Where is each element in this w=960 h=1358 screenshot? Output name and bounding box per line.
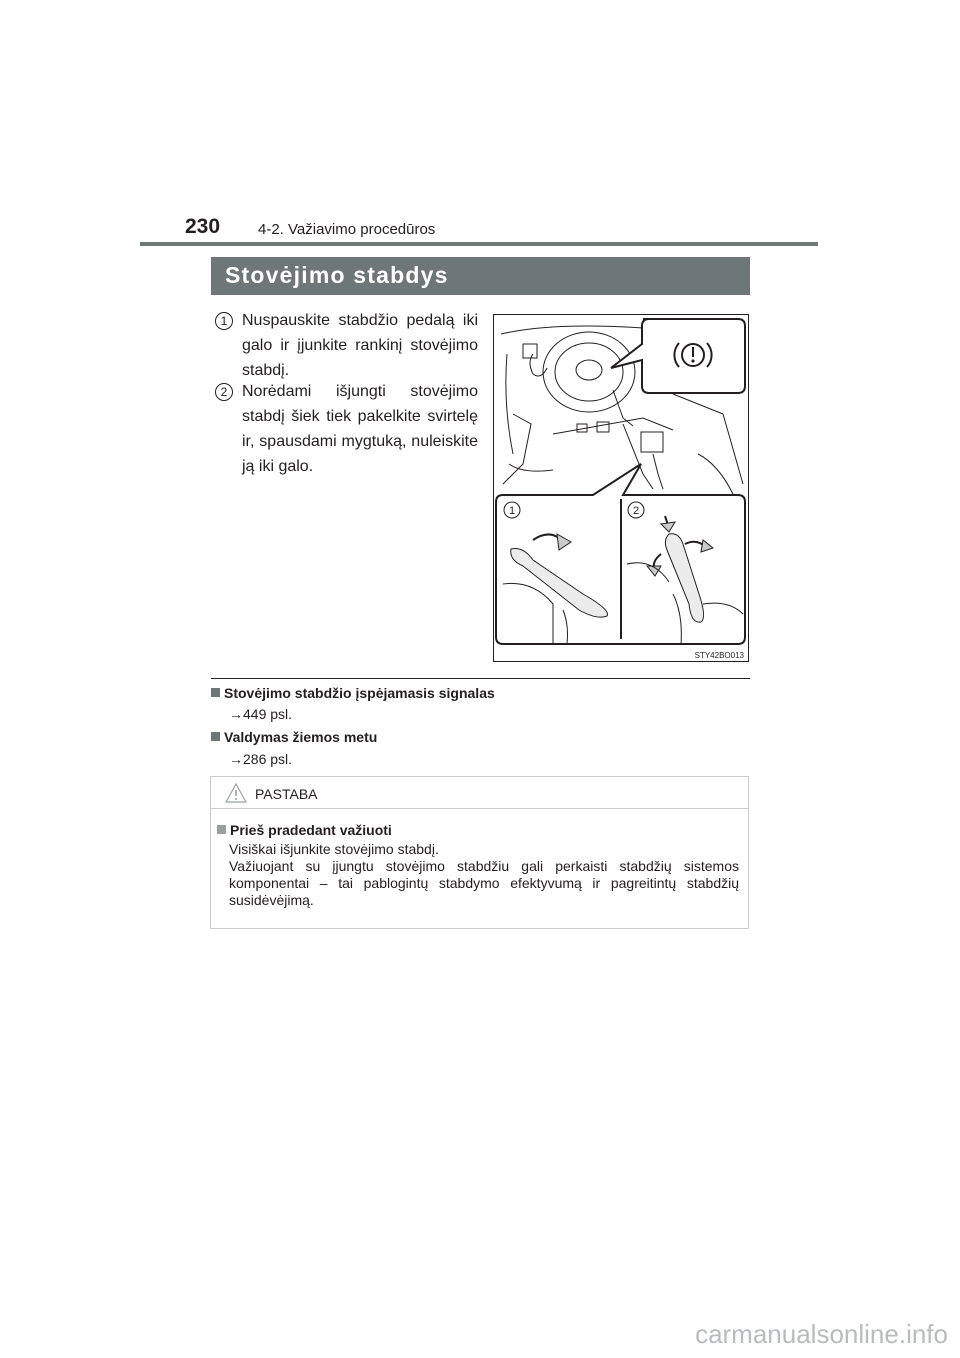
figure-code: STY42BO013 — [694, 651, 744, 660]
header-divider — [140, 242, 818, 246]
step-number: 2 — [215, 383, 233, 401]
section-title-bar — [211, 257, 750, 295]
step-number: 1 — [215, 312, 233, 330]
figure-callout-1: 1 — [508, 505, 516, 517]
page-number: 230 — [185, 215, 221, 238]
step-text: Nuspauskite stabdžio pedalą iki galo ir įjunkite rankinį stovėjimo stabdį. — [242, 312, 478, 379]
figure-callout-2: 2 — [632, 505, 640, 517]
parking-brake-illustration — [493, 314, 749, 662]
section-breadcrumb: 4-2. Važiavimo procedūros — [258, 221, 436, 238]
caution-body: Visiškai išjunkite stovėjimo stabdį. Važiuojant su įjungtu stovėjimo stabdžiu gali perkaisti stabdžių sistemos komponentai – tai pablogintų stabdymo efektyvumą ir pagreitintų stabdžių susidėvėjimą. — [229, 841, 739, 908]
caution-subheading — [217, 822, 392, 838]
notes-divider — [211, 678, 750, 679]
caution-subheading-text: Prieš pradedant važiuoti — [230, 822, 392, 838]
caution-label: PASTABA — [255, 786, 318, 802]
warning-triangle-icon — [225, 783, 247, 803]
caution-box — [210, 776, 749, 929]
note-heading — [211, 729, 377, 745]
bullet-square-icon — [217, 825, 226, 834]
bullet-square-icon — [211, 688, 220, 697]
note-page-reference: →449 psl. — [229, 706, 293, 722]
note-heading-text: Stovėjimo stabdžio įspėjamasis signalas — [224, 685, 495, 701]
page-title: Stovėjimo stabdys — [225, 262, 449, 288]
note-heading-text: Valdymas žiemos metu — [224, 729, 378, 745]
note-heading — [211, 685, 495, 701]
watermark: carmanualsonline.info — [695, 1319, 948, 1349]
bullet-square-icon — [211, 732, 220, 741]
caution-header — [211, 777, 748, 809]
step-text: Norėdami išjungti stovėjimo stabdį šiek tiek pakelkite svirtelę ir, spausdami mygtuką, nuleiskite ją iki galo. — [242, 383, 478, 475]
note-page-reference: →286 psl. — [229, 751, 293, 767]
